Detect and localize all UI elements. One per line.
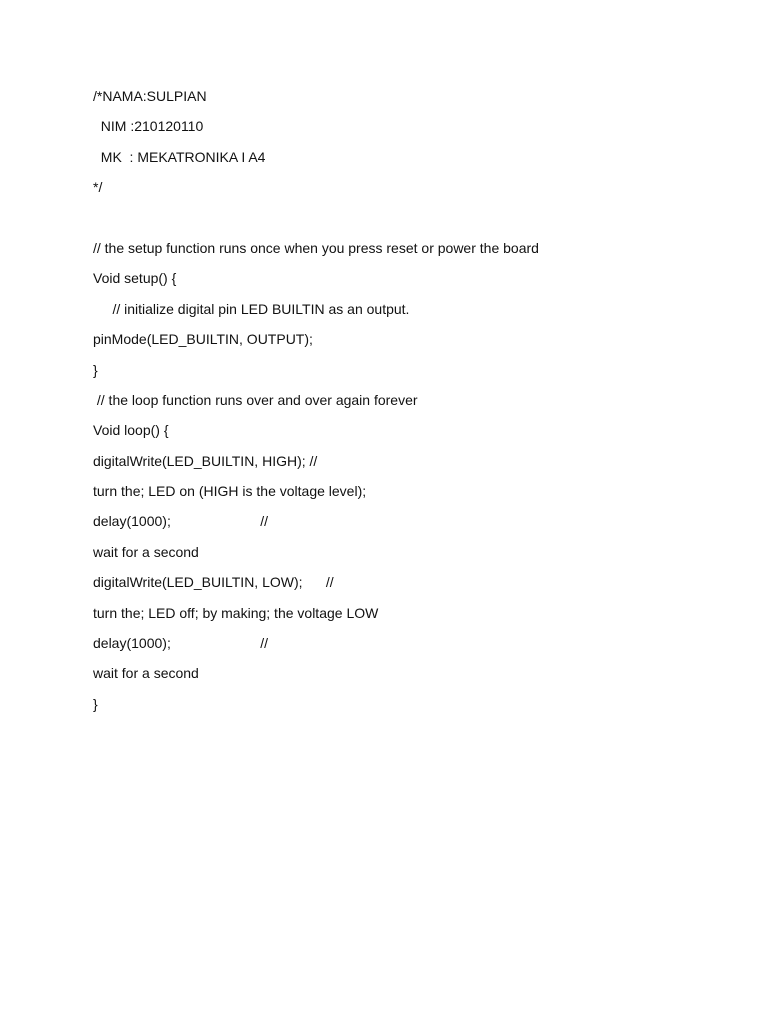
code-line-13: digitalWrite(LED_BUILTIN, HIGH); // (93, 452, 318, 469)
code-line-1: /*NAMA:SULPIAN (93, 88, 207, 104)
code-listing (93, 85, 733, 723)
code-line-9: pinMode(LED_BUILTIN, OUTPUT); (93, 331, 313, 348)
code-line-6: // the setup function runs once when you press reset or power the board (93, 239, 539, 256)
code-line-10: } (93, 361, 98, 378)
code-line-8: // initialize digital pin LED BUILTIN as an output. (93, 300, 410, 317)
code-line-2: NIM :210120110 (93, 118, 204, 135)
code-line-4: */ (93, 179, 103, 196)
code-line-20: wait for a second (93, 665, 199, 682)
code-line-3: MK : MEKATRONIKA I A4 (93, 148, 266, 165)
code-line-12: Void loop() { (93, 422, 169, 439)
code-line-18: turn the; LED off; by making; the voltage LOW (93, 604, 379, 621)
code-line-11: // the loop function runs over and over again forever (93, 391, 418, 408)
code-line-7: Void setup() { (93, 270, 177, 287)
code-line-21: } (93, 695, 98, 712)
code-line-15: delay(1000); // (93, 513, 269, 530)
code-line-14: turn the; LED on (HIGH is the voltage level); (93, 483, 367, 500)
code-line-19: delay(1000); // (93, 635, 269, 652)
blank-line (93, 207, 733, 237)
code-line-17: digitalWrite(LED_BUILTIN, LOW); // (93, 574, 334, 591)
code-line-16: wait for a second (93, 543, 199, 560)
